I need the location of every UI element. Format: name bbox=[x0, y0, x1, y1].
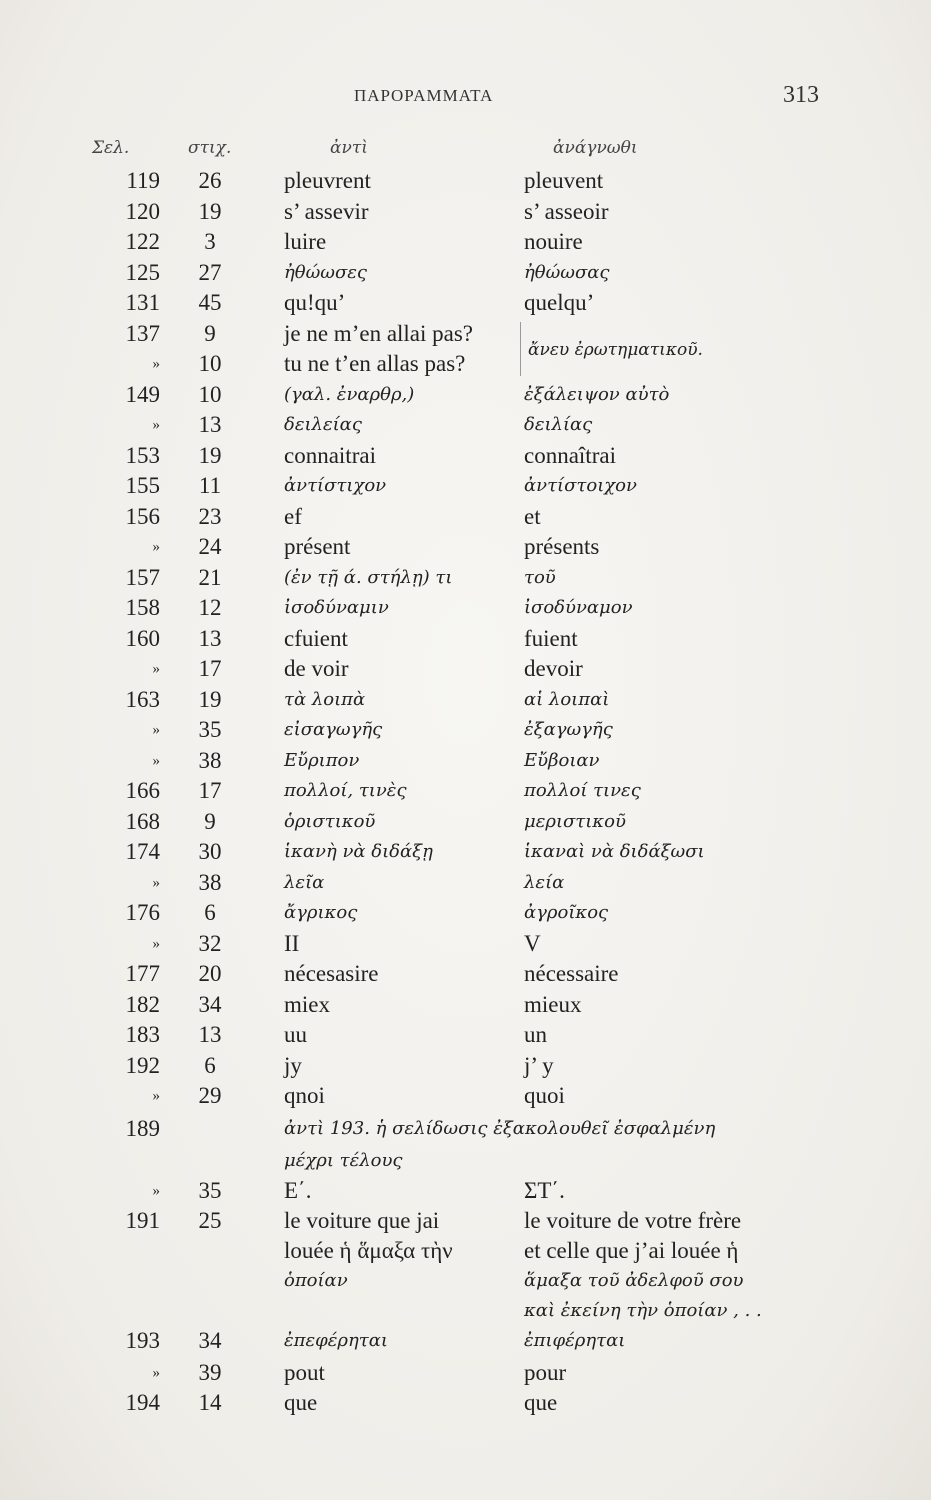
table-row bbox=[0, 715, 931, 745]
page-number: 313 bbox=[783, 82, 819, 108]
line-cell: 45 bbox=[198, 290, 222, 315]
table-row bbox=[0, 593, 931, 623]
page-cell: 176 bbox=[125, 900, 160, 925]
right-cell: καὶ ἐκείνη τὴν ὁποίαν , . . bbox=[524, 1300, 762, 1321]
page-cell: » bbox=[152, 935, 160, 952]
wrong-cell: Εὔριπον bbox=[284, 749, 360, 771]
line-cell: 29 bbox=[198, 1083, 222, 1108]
table-row bbox=[0, 1266, 931, 1296]
table-row bbox=[0, 929, 931, 959]
right-cell: j’ y bbox=[524, 1052, 554, 1078]
wrong-cell: ἄγρικος bbox=[284, 902, 358, 923]
page-cell: 158 bbox=[125, 595, 160, 620]
page-cell: » bbox=[152, 1183, 160, 1199]
line-cell: 21 bbox=[198, 564, 222, 590]
page-cell: 153 bbox=[125, 442, 160, 468]
wrong-cell: (γαλ. ἐναρθρ,) bbox=[284, 383, 415, 405]
wrong-cell: le voiture que jai bbox=[284, 1208, 440, 1233]
wrong-cell: qnoi bbox=[284, 1083, 325, 1108]
page-cell: 166 bbox=[125, 778, 160, 803]
line-cell: 20 bbox=[198, 961, 222, 986]
wrong-cell: λεῖα bbox=[284, 871, 325, 893]
page-cell: » bbox=[152, 539, 160, 555]
wrong-cell: tu ne t’en allas pas? bbox=[284, 351, 466, 376]
page-cell: 131 bbox=[125, 290, 160, 315]
line-cell: 35 bbox=[198, 717, 222, 742]
line-cell: 12 bbox=[198, 595, 222, 620]
table-row bbox=[0, 1326, 931, 1356]
page-cell: » bbox=[152, 661, 160, 677]
right-cell: quoi bbox=[524, 1083, 565, 1108]
right-cell: τοῦ bbox=[524, 566, 556, 588]
wrong-cell: jy bbox=[284, 1052, 302, 1078]
page-cell: 193 bbox=[125, 1328, 160, 1353]
page-cell: 157 bbox=[125, 564, 160, 590]
right-cell: un bbox=[524, 1022, 547, 1047]
wrong-cell: uu bbox=[284, 1022, 307, 1047]
page-cell: » bbox=[152, 356, 160, 372]
right-cell: ἐξαγωγῆς bbox=[524, 719, 613, 740]
line-cell: 14 bbox=[198, 1390, 222, 1415]
column-header-right: ἀνάγνωθι bbox=[553, 138, 638, 158]
right-cell: et bbox=[524, 503, 541, 529]
table-row bbox=[0, 898, 931, 928]
right-cell: présents bbox=[524, 534, 600, 559]
table-row bbox=[0, 258, 931, 288]
right-cell: Εὔβοιαν bbox=[524, 749, 600, 771]
right-cell: δειλίας bbox=[524, 414, 593, 435]
right-cell: nécessaire bbox=[524, 961, 619, 986]
right-cell: que bbox=[524, 1390, 558, 1415]
table-row bbox=[0, 624, 931, 654]
line-cell: 26 bbox=[198, 168, 222, 193]
line-cell: 35 bbox=[198, 1178, 222, 1203]
right-cell: pour bbox=[524, 1360, 567, 1385]
line-cell: 27 bbox=[198, 259, 222, 285]
right-cell: nouire bbox=[524, 229, 583, 254]
wrong-cell: luire bbox=[284, 229, 327, 254]
right-cell: et celle que j’ai louée ἡ bbox=[524, 1238, 739, 1263]
right-cell: ἅμαξα τοῦ ἀδελφοῦ σου bbox=[524, 1270, 744, 1291]
line-cell: 13 bbox=[198, 412, 222, 437]
page-cell: 119 bbox=[126, 168, 160, 193]
note-text-continued: μέχρι τέλους bbox=[284, 1150, 403, 1171]
table-row bbox=[0, 959, 931, 989]
table-row bbox=[0, 1296, 931, 1326]
wrong-cell: τὰ λοιπὰ bbox=[284, 688, 366, 710]
wrong-cell: miex bbox=[284, 991, 330, 1017]
right-cell: devoir bbox=[524, 656, 583, 681]
column-header-page: Σελ. bbox=[92, 138, 130, 158]
line-cell: 34 bbox=[198, 991, 222, 1017]
table-row bbox=[0, 502, 931, 532]
right-cell: mieux bbox=[524, 991, 582, 1017]
wrong-cell: de voir bbox=[284, 656, 349, 681]
line-cell: 39 bbox=[198, 1360, 222, 1385]
wrong-cell: ἀντίστιχον bbox=[284, 475, 387, 496]
table-row bbox=[0, 380, 931, 410]
right-cell: fuient bbox=[524, 625, 578, 651]
line-cell: 25 bbox=[198, 1208, 222, 1233]
table-row bbox=[0, 349, 931, 379]
page-cell: 137 bbox=[125, 320, 160, 346]
table-row bbox=[0, 1176, 931, 1206]
line-cell: 23 bbox=[198, 503, 222, 529]
line-cell: 17 bbox=[198, 778, 222, 803]
table-row bbox=[0, 1051, 931, 1081]
right-cell: quelqu’ bbox=[524, 290, 595, 315]
line-cell: 6 bbox=[204, 900, 216, 925]
table-row bbox=[0, 868, 931, 898]
wrong-cell: nécesasire bbox=[284, 961, 379, 986]
table-row bbox=[0, 288, 931, 318]
line-cell: 6 bbox=[204, 1052, 216, 1078]
table-row bbox=[0, 227, 931, 257]
wrong-cell: cfuient bbox=[284, 625, 348, 651]
table-row bbox=[0, 746, 931, 776]
right-cell: μεριστικοῦ bbox=[524, 810, 626, 832]
page-cell: 156 bbox=[125, 503, 160, 529]
line-cell: 32 bbox=[198, 930, 222, 956]
right-cell: αἱ λοιπαὶ bbox=[524, 688, 610, 710]
wrong-cell: ὁποίαν bbox=[284, 1270, 348, 1291]
page-cell: 168 bbox=[125, 808, 160, 834]
line-cell: 24 bbox=[198, 534, 222, 559]
wrong-cell: s’ assevir bbox=[284, 198, 369, 224]
table-row bbox=[0, 837, 931, 867]
right-cell: ἀγροῖκος bbox=[524, 902, 609, 923]
page-header bbox=[0, 82, 931, 116]
wrong-cell: pout bbox=[284, 1360, 325, 1385]
right-cell: πολλοί τινες bbox=[524, 780, 641, 801]
table-row bbox=[0, 1206, 931, 1236]
line-cell: 13 bbox=[198, 625, 222, 651]
right-cell: ΣΤ΄. bbox=[524, 1178, 565, 1203]
line-cell: 38 bbox=[198, 747, 222, 773]
line-cell: 10 bbox=[198, 351, 222, 376]
table-row bbox=[0, 532, 931, 562]
wrong-cell: ὁριστικοῦ bbox=[284, 810, 376, 832]
note-text: ἀντὶ 193. ἡ σελίδωσις ἐξακολουθεῖ ἐσφαλμένη bbox=[284, 1118, 716, 1139]
table-row bbox=[0, 1114, 931, 1144]
table-row bbox=[0, 410, 931, 440]
right-cell: le voiture de votre frère bbox=[524, 1208, 742, 1233]
wrong-cell: πολλοί, τινὲς bbox=[284, 780, 407, 801]
wrong-cell: louée ἡ ἅμαξα τὴν bbox=[284, 1238, 453, 1263]
wrong-cell: ef bbox=[284, 503, 302, 529]
right-cell: ἠθώωσας bbox=[524, 261, 610, 283]
line-cell: 34 bbox=[198, 1328, 222, 1353]
right-cell: pleuvent bbox=[524, 168, 604, 193]
right-cell: V bbox=[524, 930, 541, 956]
page-cell: » bbox=[152, 752, 160, 769]
page-cell: 177 bbox=[125, 961, 160, 986]
wrong-cell: présent bbox=[284, 534, 351, 559]
wrong-cell: E΄. bbox=[284, 1178, 312, 1203]
page-cell: 192 bbox=[125, 1052, 160, 1078]
right-cell: s’ asseoir bbox=[524, 198, 609, 224]
wrong-cell: (ἐν τῇ ά. στήλῃ) τι bbox=[284, 566, 453, 588]
right-cell: λεία bbox=[524, 871, 565, 893]
table-row bbox=[0, 1388, 931, 1418]
wrong-cell: que bbox=[284, 1390, 318, 1415]
wrong-cell: je ne m’en allai pas? bbox=[284, 320, 474, 346]
table-row bbox=[0, 563, 931, 593]
line-cell: 9 bbox=[204, 808, 216, 834]
table-row bbox=[0, 1236, 931, 1266]
page-cell: » bbox=[152, 722, 160, 738]
wrong-cell: εἰσαγωγῆς bbox=[284, 719, 383, 740]
page-cell: » bbox=[152, 417, 160, 433]
line-cell: 3 bbox=[204, 229, 216, 254]
wrong-cell: II bbox=[284, 930, 300, 956]
table-row bbox=[0, 441, 931, 471]
table-row bbox=[0, 807, 931, 837]
page-cell: 149 bbox=[125, 381, 160, 407]
page-cell: 182 bbox=[125, 991, 160, 1017]
table-row bbox=[0, 319, 931, 349]
table-row bbox=[0, 685, 931, 715]
wrong-cell: pleuvrent bbox=[284, 168, 371, 193]
page-cell: 191 bbox=[125, 1208, 160, 1233]
line-cell: 19 bbox=[198, 442, 222, 468]
wrong-cell: ἰσοδύναμιν bbox=[284, 597, 389, 618]
right-cell: ἀντίστοιχον bbox=[524, 475, 637, 496]
page-cell: 120 bbox=[125, 198, 160, 224]
wrong-cell: δειλείας bbox=[284, 414, 362, 435]
table-row bbox=[0, 1146, 931, 1176]
table-row bbox=[0, 197, 931, 227]
column-header-wrong: ἀντὶ bbox=[330, 138, 368, 158]
table-row bbox=[0, 990, 931, 1020]
right-cell: ἰσοδύναμον bbox=[524, 597, 633, 618]
table-row bbox=[0, 776, 931, 806]
table-row bbox=[0, 1358, 931, 1388]
table-row bbox=[0, 1020, 931, 1050]
line-cell: 9 bbox=[204, 320, 216, 346]
column-header-line: στιχ. bbox=[188, 138, 232, 158]
line-cell: 13 bbox=[198, 1022, 222, 1047]
page-cell: 189 bbox=[125, 1116, 160, 1141]
page-cell: » bbox=[152, 1088, 160, 1104]
table-row bbox=[0, 471, 931, 501]
page-cell: » bbox=[152, 874, 160, 891]
line-cell: 30 bbox=[198, 839, 222, 864]
wrong-cell: ἠθώωσες bbox=[284, 261, 368, 283]
right-cell: ἱκαναὶ νὰ διδάξωσι bbox=[524, 841, 705, 862]
right-cell: ἐπιφέρηται bbox=[524, 1330, 626, 1351]
wrong-cell: ἐπεφέρηται bbox=[284, 1330, 388, 1351]
wrong-cell: ἱκανὴ νὰ διδάξῃ bbox=[284, 841, 433, 862]
right-cell: connaîtrai bbox=[524, 442, 616, 468]
page-cell: 163 bbox=[125, 686, 160, 712]
page-cell: » bbox=[152, 1365, 160, 1381]
table-row bbox=[0, 166, 931, 196]
brace-note: ἄνευ ἐρωτηματικοῦ. bbox=[528, 340, 703, 360]
page-cell: 122 bbox=[125, 229, 160, 254]
line-cell: 17 bbox=[198, 656, 222, 681]
page-cell: 183 bbox=[125, 1022, 160, 1047]
page-cell: 125 bbox=[125, 259, 160, 285]
page-cell: 155 bbox=[125, 473, 160, 498]
page-cell: 160 bbox=[125, 625, 160, 651]
table-row bbox=[0, 654, 931, 684]
line-cell: 38 bbox=[198, 869, 222, 895]
line-cell: 19 bbox=[198, 686, 222, 712]
page-cell: 194 bbox=[125, 1390, 160, 1415]
line-cell: 19 bbox=[198, 198, 222, 224]
line-cell: 11 bbox=[198, 473, 222, 498]
right-cell: ἐξάλειψον αὐτὸ bbox=[524, 383, 670, 405]
wrong-cell: qu!qu’ bbox=[284, 290, 346, 315]
running-title: ΠΑΡΟΡΑΜΜΑΤΑ bbox=[354, 86, 494, 105]
page-cell: 174 bbox=[125, 839, 160, 864]
wrong-cell: connaitrai bbox=[284, 442, 376, 468]
line-cell: 10 bbox=[198, 381, 222, 407]
table-row bbox=[0, 1081, 931, 1111]
